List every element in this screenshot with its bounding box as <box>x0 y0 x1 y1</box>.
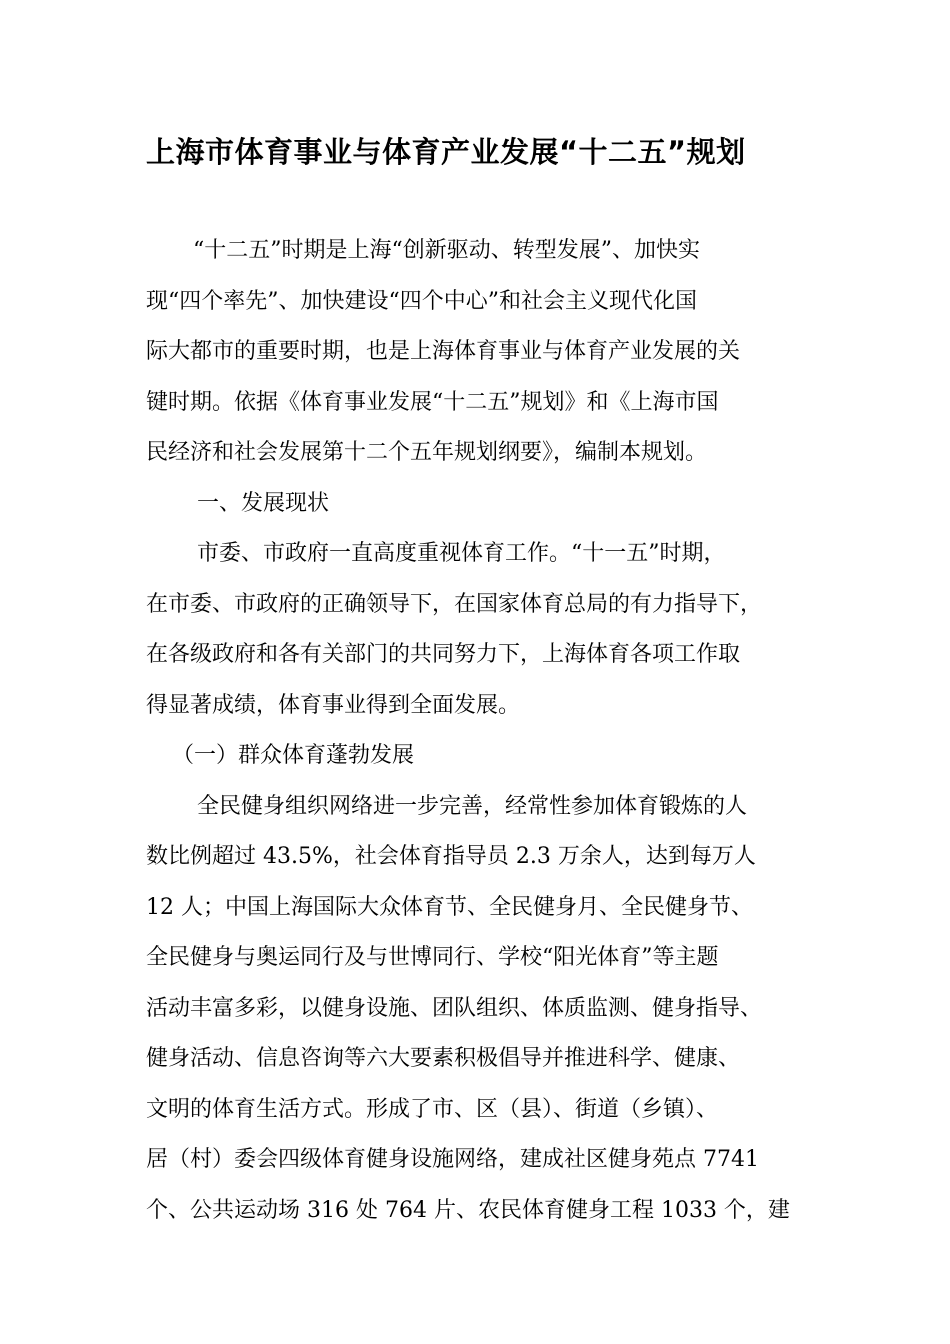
paragraph-line: 得显著成绩，体育事业得到全面发展。 <box>146 692 521 718</box>
paragraph-line: 在市委、市政府的正确领导下，在国家体育总局的有力指导下， <box>146 591 763 617</box>
paragraph-line: 现“四个率先”、加快建设“四个中心”和社会主义现代化国 <box>146 288 697 314</box>
paragraph-line: 数比例超过 43.5%，社会体育指导员 2.3 万余人，达到每万人 <box>146 844 756 869</box>
paragraph-line: 个、公共运动场 316 处 764 片、农民体育健身工程 1033 个，建 <box>146 1197 790 1223</box>
paragraph-line: 12 人；中国上海国际大众体育节、全民健身月、全民健身节、 <box>146 894 753 920</box>
paragraph-line: 全民健身与奥运同行及与世博同行、学校“阳光体育”等主题 <box>146 945 719 970</box>
paragraph-line: 际大都市的重要时期，也是上海体育事业与体育产业发展的关 <box>146 339 741 364</box>
paragraph-line: “十二五”时期是上海“创新驱动、转型发展”、加快实 <box>193 238 700 263</box>
paragraph-line: 居（村）委会四级体育健身设施网络，建成社区健身苑点 7741 <box>146 1147 759 1172</box>
document-title: 上海市体育事业与体育产业发展“十二五”规划 <box>146 135 746 169</box>
paragraph-line: 在各级政府和各有关部门的共同努力下，上海体育各项工作取 <box>146 642 741 667</box>
paragraph-line: 全民健身组织网络进一步完善，经常性参加体育锻炼的人 <box>197 793 748 819</box>
section-heading: 一、发展现状 <box>197 490 330 516</box>
paragraph-line: 市委、市政府一直高度重视体育工作。“十一五”时期， <box>197 541 726 566</box>
paragraph-line: 活动丰富多彩，以健身设施、团队组织、体质监测、健身指导、 <box>146 995 763 1021</box>
subsection-heading: （一）群众体育蓬勃发展 <box>172 743 415 768</box>
paragraph-line: 民经济和社会发展第十二个五年规划纲要》，编制本规划。 <box>146 440 708 465</box>
paragraph-line: 健身活动、信息咨询等六大要素积极倡导并推进科学、健康、 <box>146 1046 741 1071</box>
paragraph-line: 键时期。依据《体育事业发展“十二五”规划》和《上海市国 <box>146 389 719 415</box>
paragraph-line: 文明的体育生活方式。形成了市、区（县）、街道（乡镇）、 <box>146 1096 719 1122</box>
document-body <box>146 226 816 1236</box>
